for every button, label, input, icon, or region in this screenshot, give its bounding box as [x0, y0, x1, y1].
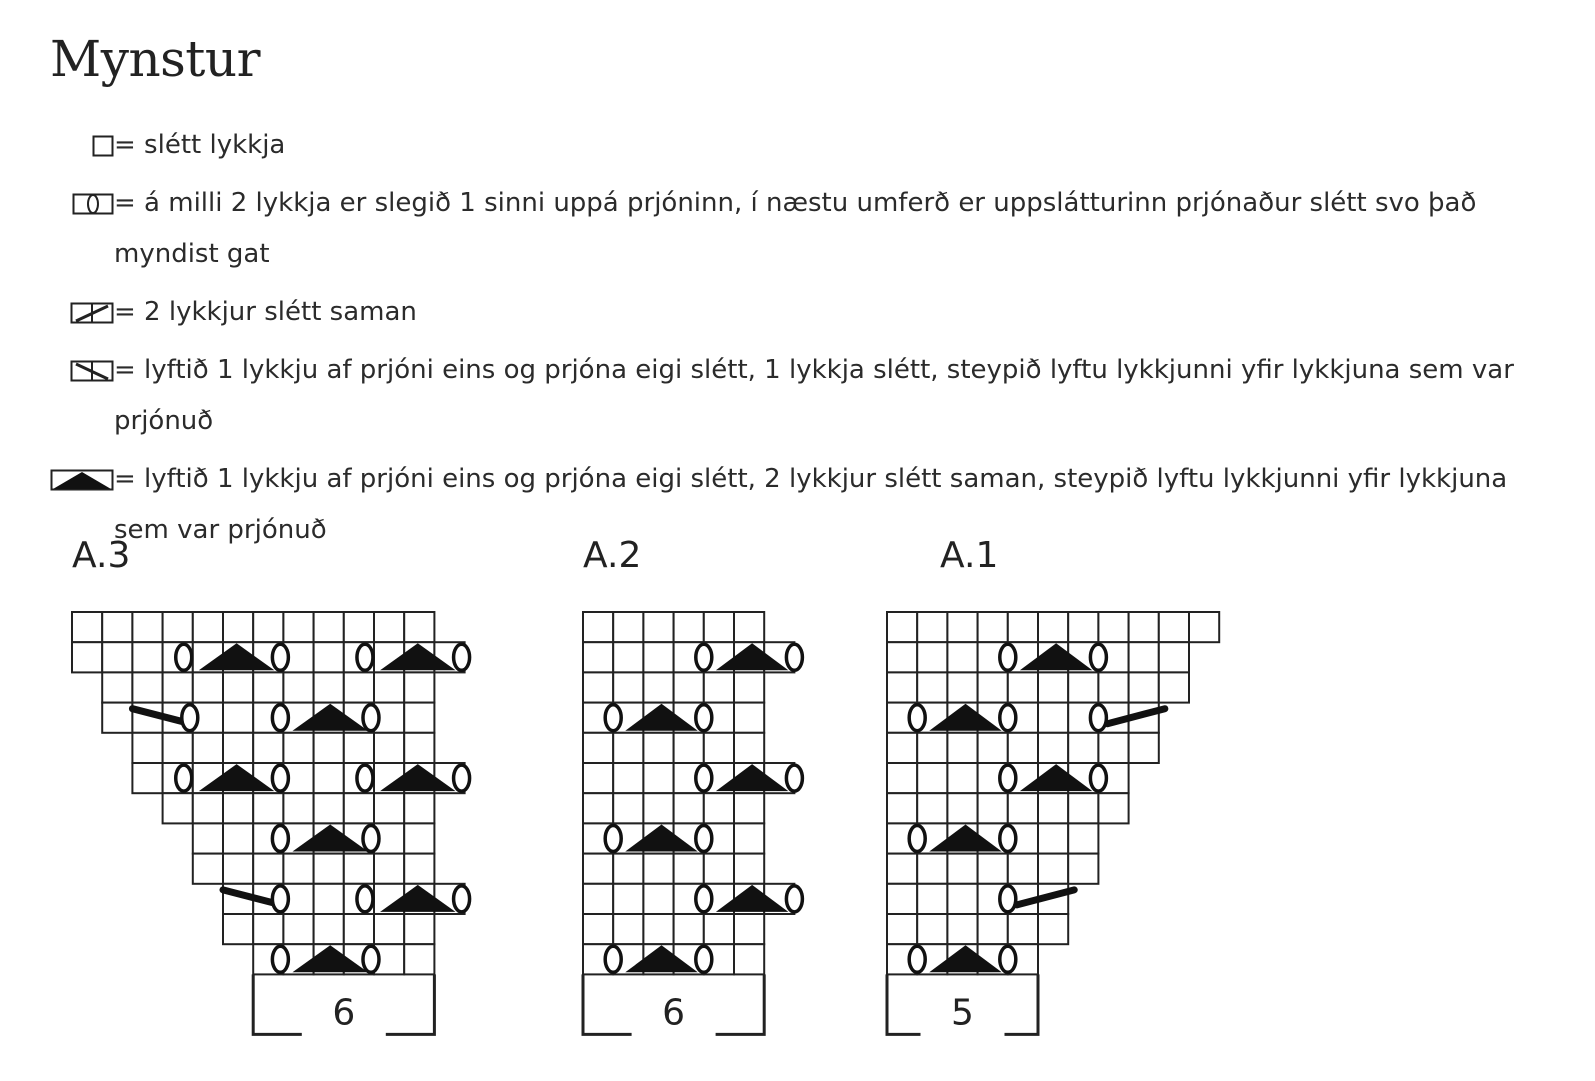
grid-cell — [344, 854, 374, 884]
grid-cell — [978, 914, 1008, 944]
grid-cell — [1008, 914, 1038, 944]
grid-cell — [1038, 854, 1068, 884]
grid-cell — [1159, 642, 1189, 672]
grid-cell — [1038, 703, 1068, 733]
grid-cell — [583, 612, 613, 642]
knit-square-icon — [50, 120, 114, 171]
grid-cell — [1068, 733, 1098, 763]
grid-cell — [344, 914, 374, 944]
grid-cell — [613, 884, 643, 914]
grid-cell — [643, 793, 673, 823]
grid-cell — [314, 612, 344, 642]
yarn-over-symbol — [696, 644, 712, 670]
yarn-over-symbol — [363, 946, 379, 972]
chart-label: A.1 — [940, 535, 999, 576]
yarn-over-symbol — [909, 946, 925, 972]
k2tog-icon — [50, 287, 114, 338]
grid-cell — [404, 793, 434, 823]
grid-cell — [583, 793, 613, 823]
grid-cell — [1068, 823, 1098, 853]
grid-cell — [1008, 612, 1038, 642]
yarn-over-symbol — [357, 765, 373, 791]
yarn-over-symbol — [182, 705, 198, 731]
page-title: Mynstur — [50, 30, 261, 88]
grid-cell — [887, 854, 917, 884]
grid-cell — [404, 944, 434, 974]
grid-cell — [674, 914, 704, 944]
grid-cell — [314, 672, 344, 702]
chart-a1 — [887, 535, 1219, 1034]
grid-cell — [887, 763, 917, 793]
grid-cell — [1038, 914, 1068, 944]
grid-cell — [947, 914, 977, 944]
grid-cell — [132, 612, 162, 642]
grid-cell — [917, 884, 947, 914]
grid-cell — [314, 763, 344, 793]
grid-cell — [1008, 733, 1038, 763]
yarn-over-symbol — [272, 765, 288, 791]
grid-cell — [643, 733, 673, 763]
grid-cell — [404, 854, 434, 884]
grid-cell — [1068, 612, 1098, 642]
grid-cell — [223, 612, 253, 642]
grid-cell — [253, 793, 283, 823]
yarn-over-symbol — [272, 826, 288, 852]
grid-cell — [163, 793, 193, 823]
grid-cell — [917, 642, 947, 672]
grid-cell — [887, 914, 917, 944]
grid-cell — [1129, 612, 1159, 642]
grid-cell — [1038, 733, 1068, 763]
grid-cell — [583, 763, 613, 793]
grid-cell — [1189, 612, 1219, 642]
grid-cell — [193, 733, 223, 763]
grid-cell — [583, 854, 613, 884]
grid-cell — [314, 793, 344, 823]
legend-text: = lyftið 1 lykkju af prjóni eins og prjóna eigi slétt, 2 lykkjur slétt saman, steypið lyftu lykkjunni yfir lykkjuna sem var prjónuð — [114, 464, 1508, 545]
grid-cell — [1038, 672, 1068, 702]
grid-cell — [613, 793, 643, 823]
grid-cell — [613, 854, 643, 884]
grid-cell — [887, 793, 917, 823]
grid-cell — [283, 612, 313, 642]
grid-cell — [132, 733, 162, 763]
legend-text: = lyftið 1 lykkju af prjóni eins og prjóna eigi slétt, 1 lykkja slétt, steypið lyftu lykkjunni yfir lykkjuna sem var prjónuð — [114, 355, 1514, 436]
yarn-over-symbol — [605, 946, 621, 972]
grid-cell — [917, 793, 947, 823]
grid-cell — [704, 733, 734, 763]
grid-cell — [344, 612, 374, 642]
ssk-icon — [50, 345, 114, 396]
yarn-over-symbol — [1090, 765, 1106, 791]
grid-cell — [947, 612, 977, 642]
grid-cell — [1098, 733, 1128, 763]
repeat-count: 6 — [332, 992, 356, 1034]
grid-cell — [314, 642, 344, 672]
grid-cell — [734, 612, 764, 642]
grid-cell — [1038, 823, 1068, 853]
grid-cell — [734, 823, 764, 853]
grid-cell — [947, 672, 977, 702]
yarn-over-symbol — [696, 765, 712, 791]
grid-cell — [583, 884, 613, 914]
grid-cell — [674, 672, 704, 702]
grid-cell — [1129, 733, 1159, 763]
grid-cell — [344, 793, 374, 823]
grid-cell — [674, 612, 704, 642]
yarn-over-symbol — [786, 644, 802, 670]
yarn-over-symbol — [454, 886, 470, 912]
grid-cell — [643, 642, 673, 672]
yarn-over-symbol — [786, 886, 802, 912]
grid-cell — [704, 854, 734, 884]
grid-cell — [283, 914, 313, 944]
grid-cell — [223, 854, 253, 884]
yarn-over-symbol — [176, 644, 192, 670]
grid-cell — [674, 854, 704, 884]
grid-cell — [223, 914, 253, 944]
chart-label: A.3 — [72, 535, 131, 576]
grid-cell — [978, 733, 1008, 763]
yarn-over-symbol — [454, 765, 470, 791]
grid-cell — [917, 763, 947, 793]
grid-cell — [404, 733, 434, 763]
grid-cell — [734, 914, 764, 944]
yarn-over-symbol — [272, 705, 288, 731]
knitting-charts — [0, 520, 1595, 1081]
yarn-over-symbol — [1000, 705, 1016, 731]
grid-cell — [132, 763, 162, 793]
grid-cell — [314, 733, 344, 763]
grid-cell — [613, 642, 643, 672]
sk2p-icon — [50, 454, 114, 505]
grid-cell — [253, 612, 283, 642]
chart-label: A.2 — [583, 535, 642, 576]
grid-cell — [978, 672, 1008, 702]
grid-cell — [734, 854, 764, 884]
grid-cell — [704, 793, 734, 823]
yarn-over-symbol — [272, 644, 288, 670]
grid-cell — [887, 672, 917, 702]
grid-cell — [1098, 793, 1128, 823]
grid-cell — [1008, 672, 1038, 702]
repeat-count: 6 — [662, 992, 686, 1034]
grid-cell — [643, 854, 673, 884]
grid-cell — [163, 612, 193, 642]
grid-cell — [374, 672, 404, 702]
yarn-over-symbol — [357, 886, 373, 912]
grid-cell — [102, 612, 132, 642]
grid-cell — [163, 733, 193, 763]
grid-cell — [978, 854, 1008, 884]
grid-cell — [583, 914, 613, 944]
grid-cell — [1038, 612, 1068, 642]
grid-cell — [253, 854, 283, 884]
grid-cell — [132, 642, 162, 672]
grid-cell — [404, 823, 434, 853]
yarn-over-symbol — [909, 826, 925, 852]
grid-cell — [978, 612, 1008, 642]
yarn-over-symbol — [786, 765, 802, 791]
grid-cell — [102, 642, 132, 672]
grid-cell — [613, 733, 643, 763]
grid-cell — [1068, 854, 1098, 884]
symbol-legend — [50, 120, 1550, 563]
grid-cell — [132, 672, 162, 702]
grid-cell — [643, 763, 673, 793]
grid-cell — [674, 793, 704, 823]
yarn-over-symbol — [696, 886, 712, 912]
grid-cell — [704, 914, 734, 944]
grid-cell — [1129, 672, 1159, 702]
chart-a3 — [72, 535, 470, 1034]
grid-cell — [947, 642, 977, 672]
yarn-over-symbol — [696, 946, 712, 972]
yarn-over-symbol — [1000, 826, 1016, 852]
grid-cell — [947, 793, 977, 823]
grid-cell — [72, 642, 102, 672]
grid-cell — [1129, 642, 1159, 672]
grid-cell — [314, 854, 344, 884]
grid-cell — [613, 914, 643, 944]
grid-cell — [643, 914, 673, 944]
grid-cell — [674, 733, 704, 763]
grid-cell — [374, 612, 404, 642]
yarn-over-symbol — [363, 705, 379, 731]
legend-item-k2tog — [50, 287, 1550, 338]
grid-cell — [163, 672, 193, 702]
grid-cell — [1068, 793, 1098, 823]
grid-cell — [947, 854, 977, 884]
grid-cell — [283, 733, 313, 763]
yarn-over-symbol — [1000, 946, 1016, 972]
grid-cell — [917, 672, 947, 702]
yarn-over-icon — [50, 178, 114, 229]
grid-cell — [404, 703, 434, 733]
grid-cell — [643, 612, 673, 642]
grid-cell — [917, 733, 947, 763]
grid-cell — [583, 733, 613, 763]
grid-cell — [314, 914, 344, 944]
grid-cell — [102, 672, 132, 702]
grid-cell — [947, 763, 977, 793]
grid-cell — [887, 612, 917, 642]
grid-cell — [102, 703, 132, 733]
legend-text: = 2 lykkjur slétt saman — [114, 297, 417, 327]
grid-cell — [223, 672, 253, 702]
grid-cell — [917, 914, 947, 944]
yarn-over-symbol — [1090, 644, 1106, 670]
legend-item-knit — [50, 120, 1550, 171]
grid-cell — [404, 612, 434, 642]
grid-cell — [283, 854, 313, 884]
grid-cell — [1098, 672, 1128, 702]
grid-cell — [374, 854, 404, 884]
grid-cell — [1068, 672, 1098, 702]
grid-cell — [947, 733, 977, 763]
yarn-over-symbol — [454, 644, 470, 670]
yarn-over-symbol — [909, 705, 925, 731]
grid-cell — [193, 793, 223, 823]
yarn-over-symbol — [1090, 705, 1106, 731]
grid-cell — [643, 672, 673, 702]
yarn-over-symbol — [1000, 765, 1016, 791]
grid-cell — [193, 612, 223, 642]
grid-cell — [917, 612, 947, 642]
grid-cell — [223, 703, 253, 733]
grid-cell — [374, 793, 404, 823]
grid-cell — [583, 672, 613, 702]
grid-cell — [1038, 793, 1068, 823]
yarn-over-symbol — [363, 826, 379, 852]
legend-item-ssk — [50, 345, 1550, 447]
grid-cell — [1008, 854, 1038, 884]
grid-cell — [283, 672, 313, 702]
yarn-over-symbol — [1000, 886, 1016, 912]
grid-cell — [1008, 793, 1038, 823]
grid-cell — [1098, 612, 1128, 642]
grid-cell — [583, 642, 613, 672]
legend-text: = á milli 2 lykkja er slegið 1 sinni uppá prjóninn, í næstu umferð er uppslátturinn prjónaður slétt svo það myndist gat — [114, 188, 1477, 269]
grid-cell — [253, 672, 283, 702]
grid-cell — [344, 672, 374, 702]
grid-cell — [734, 793, 764, 823]
legend-item-yarn-over — [50, 178, 1550, 280]
grid-cell — [314, 884, 344, 914]
yarn-over-symbol — [357, 644, 373, 670]
grid-cell — [193, 854, 223, 884]
chart-a2 — [583, 535, 802, 1034]
grid-cell — [613, 672, 643, 702]
grid-cell — [1159, 672, 1189, 702]
grid-cell — [344, 733, 374, 763]
grid-cell — [613, 763, 643, 793]
grid-cell — [253, 914, 283, 944]
yarn-over-symbol — [272, 946, 288, 972]
grid-cell — [613, 612, 643, 642]
yarn-over-symbol — [605, 705, 621, 731]
grid-cell — [253, 733, 283, 763]
grid-cell — [887, 642, 917, 672]
yarn-over-symbol — [605, 826, 621, 852]
grid-cell — [734, 733, 764, 763]
grid-cell — [223, 823, 253, 853]
grid-cell — [704, 612, 734, 642]
grid-cell — [374, 914, 404, 944]
yarn-over-symbol — [1000, 644, 1016, 670]
legend-text: = slétt lykkja — [114, 130, 286, 160]
grid-cell — [734, 672, 764, 702]
grid-cell — [947, 884, 977, 914]
grid-cell — [223, 733, 253, 763]
grid-cell — [704, 672, 734, 702]
grid-cell — [193, 672, 223, 702]
grid-cell — [404, 914, 434, 944]
grid-cell — [223, 793, 253, 823]
yarn-over-symbol — [272, 886, 288, 912]
grid-cell — [978, 793, 1008, 823]
grid-cell — [283, 793, 313, 823]
grid-cell — [734, 944, 764, 974]
grid-cell — [374, 733, 404, 763]
grid-cell — [887, 733, 917, 763]
grid-cell — [917, 854, 947, 884]
grid-cell — [72, 612, 102, 642]
yarn-over-symbol — [696, 826, 712, 852]
grid-cell — [734, 703, 764, 733]
grid-cell — [404, 672, 434, 702]
yarn-over-symbol — [696, 705, 712, 731]
repeat-count: 5 — [951, 992, 974, 1034]
grid-cell — [887, 884, 917, 914]
grid-cell — [193, 823, 223, 853]
yarn-over-symbol — [176, 765, 192, 791]
grid-cell — [1159, 612, 1189, 642]
grid-cell — [643, 884, 673, 914]
